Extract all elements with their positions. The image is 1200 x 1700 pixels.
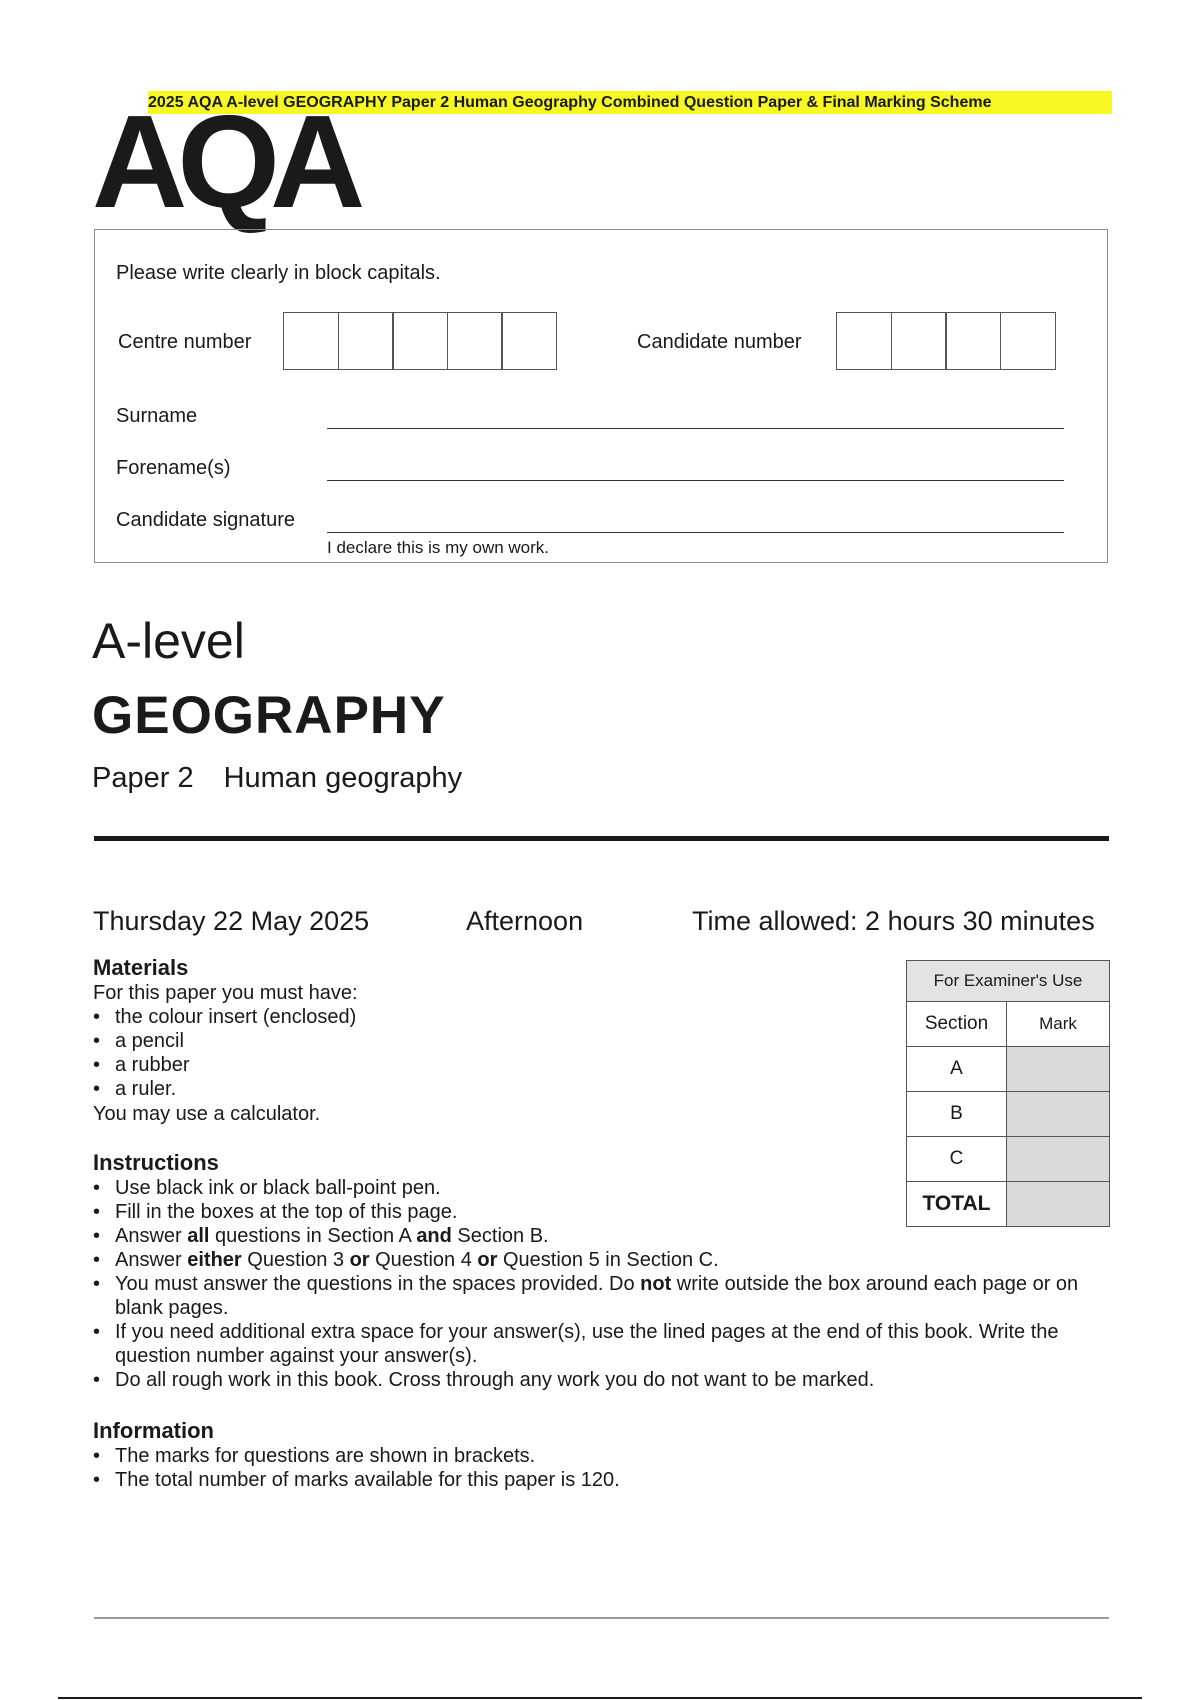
- materials-heading: Materials: [93, 955, 189, 980]
- information-list: [93, 1444, 1093, 1492]
- section-c-cell: C: [907, 1137, 1007, 1182]
- instructions-heading: Instructions: [93, 1150, 219, 1175]
- list-item: • Use black ink or black ball-point pen.: [93, 1176, 1093, 1200]
- total-mark: [1007, 1182, 1110, 1227]
- list-item: • the colour insert (enclosed): [93, 1005, 1093, 1029]
- list-item: • a ruler.: [93, 1077, 1093, 1101]
- list-item: • The total number of marks available for this paper is 120.: [93, 1468, 1093, 1492]
- exam-date: Thursday 22 May 2025: [93, 906, 370, 936]
- list-item: • a rubber: [93, 1053, 1093, 1077]
- document-banner: 2025 AQA A-level GEOGRAPHY Paper 2 Human Geography Combined Question Paper & Final Marking Scheme: [148, 91, 1112, 114]
- centre-number-label: Centre number: [118, 331, 252, 353]
- exam-session: Afternoon: [466, 906, 584, 936]
- signature-label: Candidate signature: [116, 509, 296, 531]
- mark-column-header: Mark: [1007, 1002, 1110, 1047]
- calculator-note: You may use a calculator.: [93, 1103, 321, 1125]
- centre-number-digit[interactable]: [283, 312, 339, 370]
- candidate-number-digit[interactable]: [1000, 312, 1056, 370]
- subject-title: GEOGRAPHY: [92, 686, 446, 745]
- centre-number-digit[interactable]: [501, 312, 557, 370]
- section-b-cell: B: [907, 1092, 1007, 1137]
- centre-number-digit[interactable]: [447, 312, 503, 370]
- section-column-header: Section: [907, 1002, 1007, 1047]
- declaration-text: I declare this is my own work.: [327, 538, 550, 557]
- examiner-use-table: [906, 960, 1110, 1227]
- list-item: • The marks for questions are shown in brackets.: [93, 1444, 1093, 1468]
- section-a-mark: [1007, 1047, 1110, 1092]
- section-a-cell: A: [907, 1047, 1007, 1092]
- surname-label: Surname: [116, 405, 198, 427]
- title-divider: [94, 836, 1109, 841]
- page-bottom-border: [58, 1697, 1142, 1699]
- list-item: • Do all rough work in this book. Cross through any work you do not want to be marked.: [93, 1368, 1093, 1392]
- candidate-details-box: [94, 229, 1108, 563]
- candidate-number-label: Candidate number: [637, 331, 802, 353]
- list-item: • If you need additional extra space for your answer(s), use the lined pages at the end of this book. Write the question number against your answer(s).: [93, 1320, 1105, 1368]
- candidate-number-digit[interactable]: [891, 312, 947, 370]
- materials-intro: For this paper you must have:: [93, 982, 358, 1004]
- time-allowed: Time allowed: 2 hours 30 minutes: [692, 906, 1095, 936]
- examiner-table-header: For Examiner's Use: [907, 961, 1110, 1002]
- paper-number: Paper 2: [92, 762, 194, 794]
- list-item: • Fill in the boxes at the top of this page.: [93, 1200, 1093, 1224]
- candidate-number-digit[interactable]: [945, 312, 1001, 370]
- centre-number-digit[interactable]: [338, 312, 394, 370]
- list-item: • a pencil: [93, 1029, 1093, 1053]
- candidate-number-digit[interactable]: [836, 312, 892, 370]
- centre-number-boxes[interactable]: [283, 312, 556, 370]
- list-item: • You must answer the questions in the spaces provided. Do not write outside the box around each page or on blank pages.: [93, 1272, 1105, 1320]
- list-item: • Answer all questions in Section A and Section B.: [93, 1224, 1093, 1248]
- total-cell: TOTAL: [907, 1182, 1007, 1227]
- paper-title: [92, 762, 492, 795]
- information-heading: Information: [93, 1418, 214, 1443]
- forenames-label: Forename(s): [116, 457, 231, 479]
- block-capitals-instruction: Please write clearly in block capitals.: [116, 262, 441, 284]
- candidate-number-boxes[interactable]: [836, 312, 1054, 370]
- paper-name: Human geography: [223, 762, 463, 794]
- surname-field[interactable]: [327, 428, 1064, 429]
- footer-divider: [94, 1617, 1109, 1619]
- list-item: • Answer either Question 3 or Question 4 or Question 5 in Section C.: [93, 1248, 1093, 1272]
- centre-number-digit[interactable]: [392, 312, 448, 370]
- signature-field[interactable]: [327, 532, 1064, 533]
- aqa-logo: AQA: [92, 88, 356, 235]
- forenames-field[interactable]: [327, 480, 1064, 481]
- qualification-title: A-level: [92, 613, 245, 669]
- section-b-mark: [1007, 1092, 1110, 1137]
- section-c-mark: [1007, 1137, 1110, 1182]
